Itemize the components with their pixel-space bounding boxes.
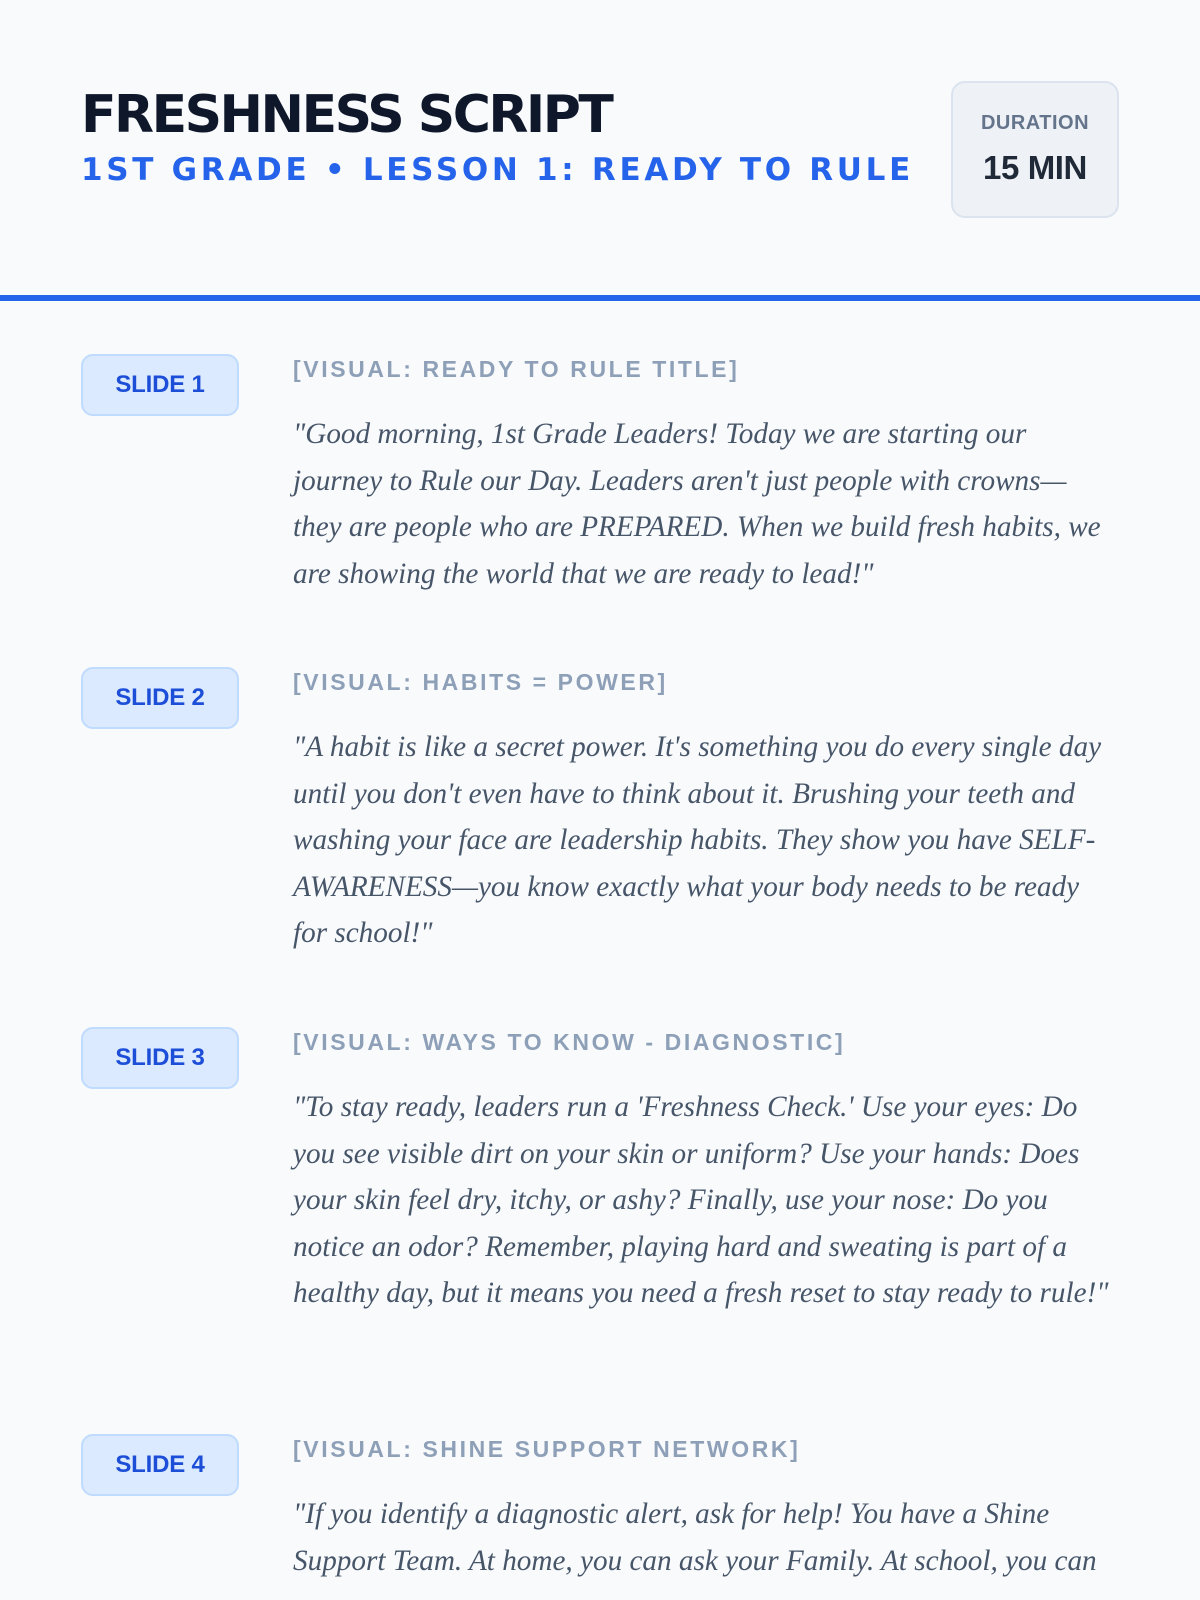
- lesson-subtitle: 1ST GRADE • LESSON 1: READY TO RULE: [81, 152, 915, 188]
- script-text: "If you identify a diagnostic alert, ask for help! You have a Shine Support Team. At home, you can ask your Family. At school, you can: [293, 1498, 1097, 1577]
- page-title: FRESHNESS SCRIPT: [81, 85, 612, 145]
- script-text: "Good morning, 1st Grade Leaders! Today we are starting our journey to Rule our Day. Leaders aren't just people with crowns—they are people who are PREPARED. When we build fresh habits, we are showing the world that we are ready to lead!": [293, 418, 1101, 590]
- slide-badge: SLIDE 4: [81, 1434, 239, 1496]
- duration-card: [951, 81, 1119, 218]
- slide-badge: SLIDE 3: [81, 1027, 239, 1089]
- duration-label: DURATION: [980, 112, 1090, 134]
- visual-cue: [VISUAL: WAYS TO KNOW - DIAGNOSTIC]: [293, 1029, 846, 1055]
- duration-value: 15 MIN: [983, 149, 1087, 186]
- lesson-header: [0, 0, 1200, 301]
- script-text: "To stay ready, leaders run a 'Freshness Check.' Use your eyes: Do you see visible dirt on your skin or uniform? Use your hands: Does your skin feel dry, itchy, or ashy? Finally, use your nose: Do you notice an odor? Remember, playing hard and sweating is part of a healthy day, but it means you need a fresh reset to stay ready to rule!": [293, 1091, 1109, 1310]
- visual-cue: [VISUAL: SHINE SUPPORT NETWORK]: [293, 1436, 801, 1462]
- visual-cue: [VISUAL: READY TO RULE TITLE]: [293, 356, 740, 382]
- slide-badge: SLIDE 1: [81, 354, 239, 416]
- script-text: "A habit is like a secret power. It's something you do every single day until you don't even have to think about it. Brushing your teeth and washing your face are leadership habits. They show you have SELF-AWARENESS—you know exactly what your body needs to be ready for school!": [293, 731, 1102, 950]
- slide-badge: SLIDE 2: [81, 667, 239, 729]
- visual-cue: [VISUAL: HABITS = POWER]: [293, 669, 668, 695]
